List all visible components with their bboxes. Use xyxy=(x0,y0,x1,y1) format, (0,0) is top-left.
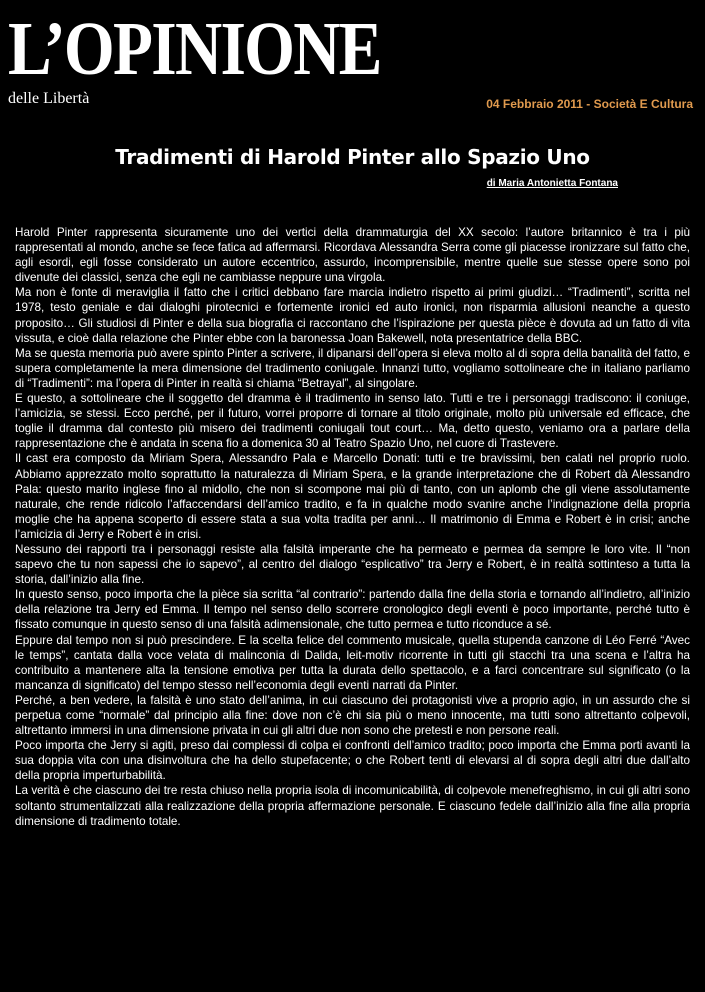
newspaper-subtitle: delle Libertà xyxy=(8,90,90,107)
masthead xyxy=(8,7,441,108)
article-paragraph: Harold Pinter rappresenta sicuramente uno dei vertici della drammaturgia del XX secolo: l’autore britannico è tra i più rappresentati al mondo, anche se fece fatica ad affermarsi. Ricordava Alessandra Serra come gli piacesse ironizzare sul fatto che, agli esordi, egli fosse considerato un autore eccentrico, assurdo, incomprensibile, mentre quelle sue stesse opere sono poi divenute dei classici, senza che egli ne cambiasse neppure una virgola. xyxy=(15,226,690,285)
newspaper-logo: L’OPINIONE xyxy=(8,7,381,91)
article-paragraph: E questo, a sottolineare che il soggetto del dramma è il tradimento in senso lato. Tutti e tre i personaggi tradiscono: il coniuge, l’amicizia, se stessi. Ecco perché, per il futuro, vorrei proporre di tornare al titolo originale, molto più universale ed efficace, che toglie il dramma dal contesto più misero dei tradimenti coniugali tout court… Ma, detto questo, veniamo ora a parlare della rappresentazione che è andata in scena fio a domenica 30 al Teatro Spazio Uno, nel cuore di Trastevere. xyxy=(15,392,690,451)
article-paragraph: In questo senso, poco importa che la pièce sia scritta “al contrario”: partendo dalla fine della storia e tornando all’indietro, all’inizio della relazione tra Jerry ed Emma. Il tempo nel senso dello scorrere cronologico degli eventi è poco importante, perché tutto è fissato comunque in questo senso di una falsità adimensionale, che tutto permea e tutto riconduce a sé. xyxy=(15,588,690,632)
article-paragraph: Poco importa che Jerry si agiti, preso dai complessi di colpa ei confronti dell’amico tradito; poco importa che Emma porti avanti la sua doppia vita con una disinvoltura che ha dello stupefacente; o che Robert tenti di elevarsi al di sopra degli altri due dall’alto della propria imperturbabilità. xyxy=(15,739,690,783)
article-paragraph: Ma se questa memoria può avere spinto Pinter a scrivere, il dipanarsi dell’opera si eleva molto al di sopra della banalità del fatto, e supera completamente la mera dimensione del tradimento coniugale. Innanzi tutto, vogliamo sottolineare che in italiano parliamo di “Tradimenti”: ma l’opera di Pinter in realtà si chiama “Betrayal”, al singolare. xyxy=(15,346,690,390)
article-paragraph: La verità è che ciascuno dei tre resta chiuso nella propria isola di incomunicabilità, di colpevole menefreghismo, in cui gli altri sono soltanto strumentalizzati alla realizzazione della propria affermazione personale. E ciascuno fedele dall’inizio alla fine alla propria dimensione di tradimento totale. xyxy=(15,784,690,828)
dateline: 04 Febbraio 2011 - Società E Cultura xyxy=(486,97,693,111)
article-paragraph: Nessuno dei rapporti tra i personaggi resiste alla falsità imperante che ha permeato e permea da sempre le loro vite. Il “non sapevo che tu non sapessi che io sapevo”, al centro del dialogo “esplicativo” tra Jerry e Robert, è in realtà sottinteso a tutta la storia, dall’inizio alla fine. xyxy=(15,542,690,587)
article-title: Tradimenti di Harold Pinter allo Spazio Uno xyxy=(115,145,590,169)
article-body xyxy=(15,225,690,829)
article-paragraph: Ma non è fonte di meraviglia il fatto che i critici debbano fare marcia indietro rispetto ai primi giudizi… “Tradimenti”, scritta nel 1978, testo geniale e dai dialoghi pirotecnici e fortemente ironici ed auto ironici, non risparmia allusioni neanche a questo proposito… Gli studiosi di Pinter e della sua biografia ci raccontano che l’ispirazione per questa pièce è dovuta ad un fatto di vita vissuta, e cioè dalla relazione che Pinter ebbe con la baronessa Joan Bakewell, nota presentatrice della BBC. xyxy=(15,286,690,345)
article-paragraph: Eppure dal tempo non si può prescindere. E la scelta felice del commento musicale, quella stupenda canzone di Léo Ferré “Avec le temps”, cantata dalla voce velata di malinconia di Dalida, leit-motiv ricorrente in tutti gli stacchi tra una scena e l’altra ha contribuito a mantenere alta la tensione emotiva per tutta la durata dello spettacolo, e a farci concentrare sul significato (o la mancanza di significato) del tempo stesso nell’economia degli eventi narrati da Pinter. xyxy=(15,633,690,692)
article-paragraph: Perché, a ben vedere, la falsità è uno stato dell’anima, in cui ciascuno dei protagonisti vive a proprio agio, in un assurdo che si perpetua come “normale” dal principio alla fine: dove non c’è chi sia più o meno innocente, ma tutti sono altrettanto colpevoli, altrettanto immersi in una dimensione privata in cui gli altri due non sono che pretesti e non persone reali. xyxy=(15,693,690,738)
article-paragraph: Il cast era composto da Miriam Spera, Alessandro Pala e Marcello Donati: tutti e tre bravissimi, ben calati nel proprio ruolo. Abbiamo apprezzato molto soprattutto la naturalezza di Miriam Spera, e la grande interpretazione che di Robert dà Alessandro Pala: questo marito inglese fino al midollo, che non si scompone mai più di tanto, con un aplomb che gli viene assolutamente naturale, che rende ridicolo l’affaccendarsi dell’amico tradito, e fa in qualche modo svanire anche l’indignazione della propria moglie che ha appena scoperto di essere stata a sua volta tradita per anni… Il matrimonio di Emma e Robert è in crisi; anche l’amicizia di Jerry e Robert è in crisi. xyxy=(15,452,690,541)
author-byline-link[interactable]: di Maria Antonietta Fontana xyxy=(486,178,618,189)
